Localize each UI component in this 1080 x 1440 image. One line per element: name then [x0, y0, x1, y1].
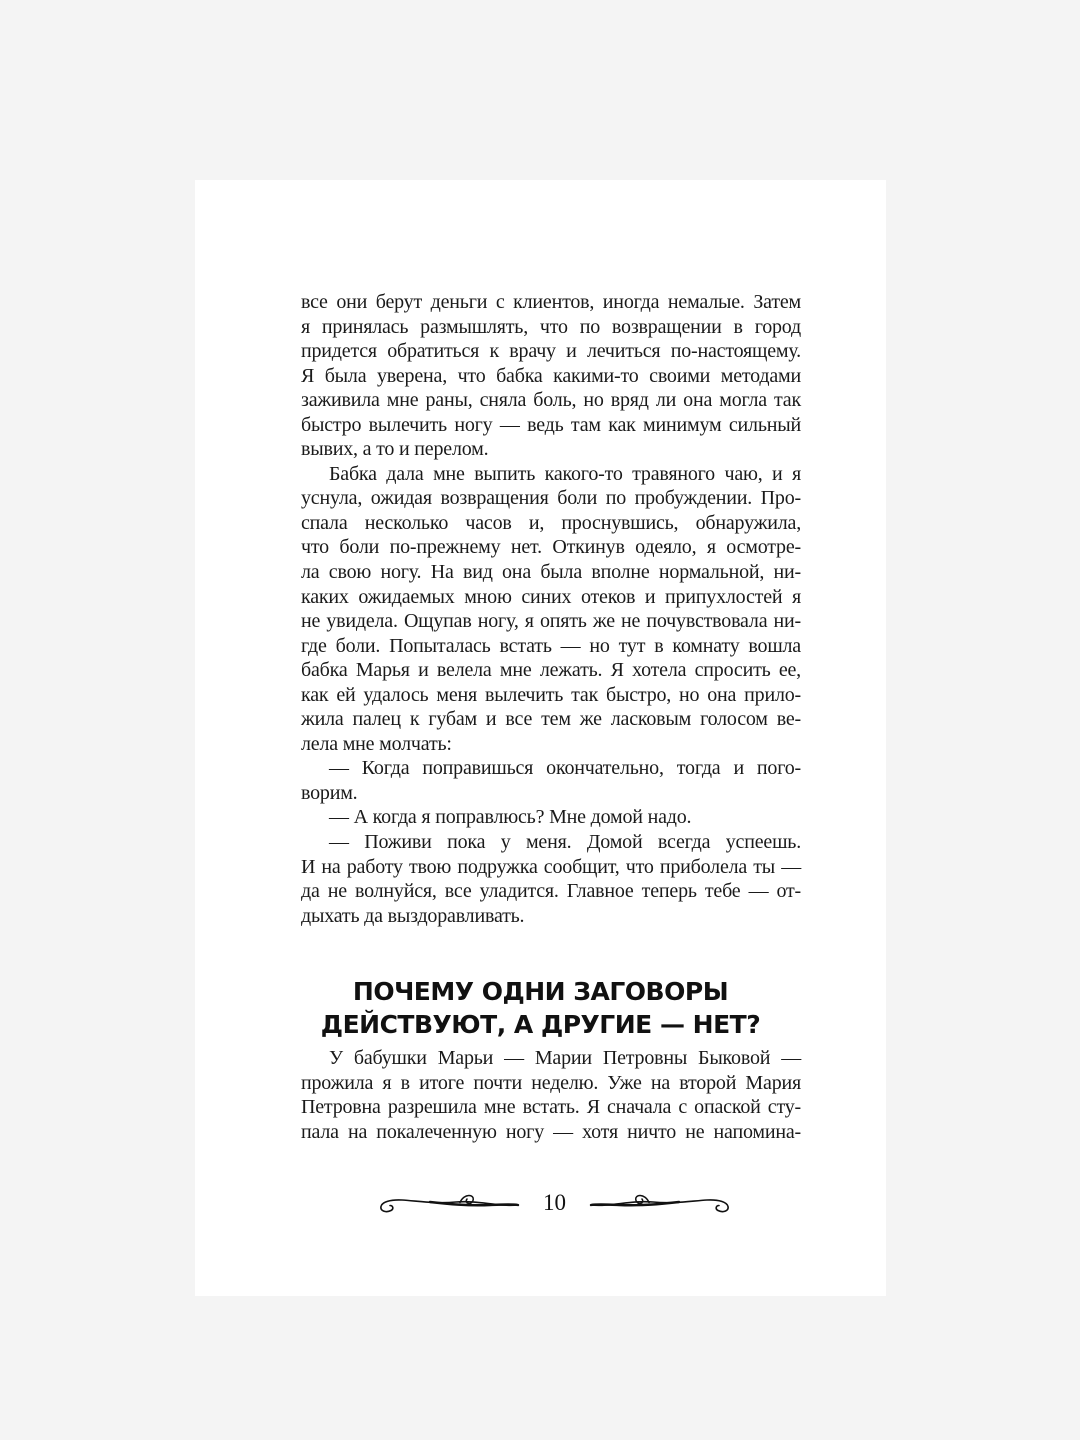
dialogue-line: дыхать да выздоравливать. — [301, 904, 525, 927]
text-line: прожила я в итоге почти неделю. Уже на второй Мария — [301, 1071, 801, 1094]
page-number: 10 — [543, 1190, 566, 1215]
text-line: бабка Марья и велела мне лежать. Я хотела спросить ее, — [301, 659, 801, 682]
text-line: заживила мне раны, сняла боль, но вряд ли она могла так — [301, 389, 801, 412]
body-text-top — [301, 290, 801, 928]
book-page — [195, 180, 886, 1296]
text-line: жила палец к губам и все тем же ласковым голосом ве- — [301, 708, 801, 731]
text-line: пала на покалеченную ногу — хотя ничто не напомина- — [301, 1120, 801, 1143]
dialogue-line: — Поживи пока у меня. Домой всегда успеешь. — [329, 831, 801, 854]
text-line: Бабка дала мне выпить какого-то травяного чаю, и я — [329, 462, 801, 485]
text-line: все они берут деньги с клиентов, иногда немалые. Затем — [301, 291, 801, 313]
text-line: как ей удалось меня вылечить так быстро, но она прило- — [301, 683, 801, 706]
flourish-left-icon — [378, 1187, 520, 1219]
text-line: что боли по-прежнему нет. Откинув одеяло, я осмотре- — [301, 536, 801, 559]
dialogue-line: ворим. — [301, 781, 358, 804]
text-line: ла свою ногу. На вид она была вполне нормальной, ни- — [301, 561, 801, 584]
text-line: спала несколько часов и, проснувшись, обнаружила, — [301, 511, 801, 534]
dialogue-line: да не волнуйся, все уладится. Главное теперь тебе — от- — [301, 880, 801, 903]
text-line: У бабушки Марьи — Марии Петровны Быковой — — [329, 1047, 801, 1069]
body-text-bottom — [301, 1046, 801, 1144]
text-line: быстро вылечить ногу — ведь там как минимум сильный — [301, 413, 801, 436]
dialogue-line: И на работу твою подружка сообщит, что приболела ты — — [301, 855, 801, 878]
text-line: лела мне молчать: — [301, 732, 452, 755]
flourish-right-icon — [589, 1187, 731, 1219]
heading-line-1: ПОЧЕМУ ОДНИ ЗАГОВОРЫ — [352, 977, 729, 1006]
text-line: где боли. Попыталась встать — но тут в комнату вошла — [301, 634, 801, 657]
section-heading — [195, 975, 886, 1041]
text-line: я принялась размышлять, что по возвращении в город — [301, 315, 801, 338]
text-line: придется обратиться к врачу и лечиться по-настоящему. — [301, 340, 801, 363]
text-line: вывих, а то и перелом. — [301, 438, 489, 461]
page-footer — [195, 1183, 886, 1223]
dialogue-line: — Когда поправишься окончательно, тогда и пого- — [329, 757, 801, 780]
text-line: не увидела. Ощупав ногу, я опять же не почувствовала ни- — [301, 610, 801, 633]
dialogue-line: — А когда я поправлюсь? Мне домой надо. — [329, 806, 692, 829]
text-line: уснула, ожидая возвращения боли по пробуждении. Про- — [301, 487, 801, 510]
text-line: Я была уверена, что бабка какими-то своими методами — [301, 364, 801, 387]
heading-line-2: ДЕЙСТВУЮТ, А ДРУГИЕ — НЕТ? — [320, 1010, 761, 1039]
text-line: Петровна разрешила мне встать. Я сначала с опаской сту- — [301, 1096, 801, 1119]
text-line: каких ожидаемых мною синих отеков и припухлостей я — [301, 585, 801, 608]
